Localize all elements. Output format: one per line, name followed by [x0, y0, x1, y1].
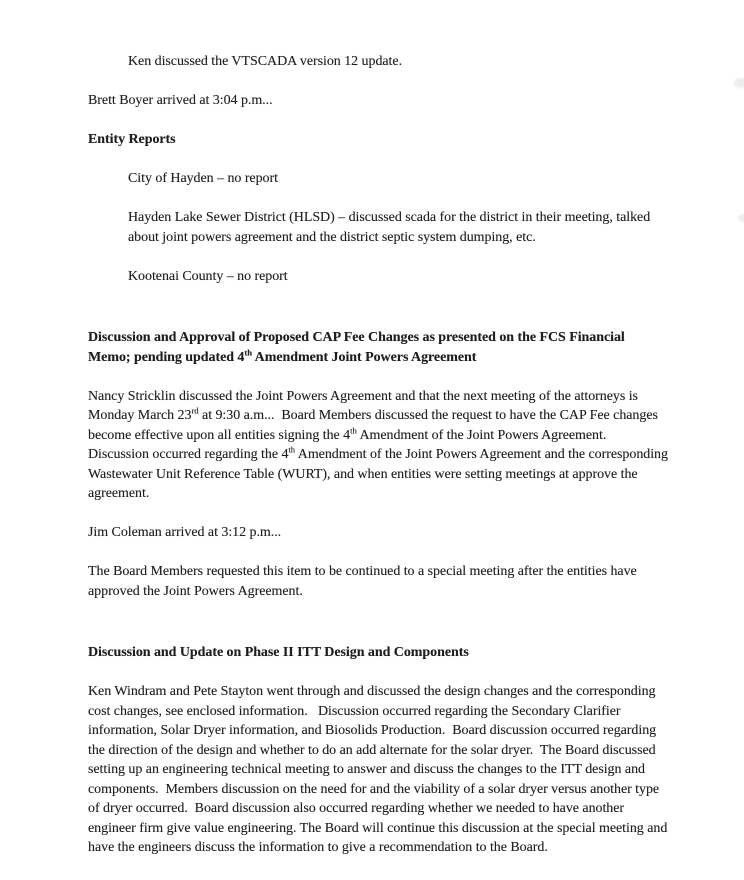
- text-segment: Nancy Stricklin discussed the Joint Powers Agreement and that the next meeting of the attorneys is Monday March 23: [88, 388, 642, 423]
- superscript-text: th: [288, 444, 296, 455]
- section-heading: [88, 328, 670, 367]
- superscript-text: th: [350, 424, 357, 435]
- text-segment: Ken discussed the VTSCADA version 12 update.: [128, 54, 403, 69]
- paragraph: [88, 682, 670, 858]
- text-segment: Hayden Lake Sewer District (HLSD) – discussed scada for the district in their meeting, talked about joint powers agreement and the district septic system dumping, etc.: [128, 210, 654, 245]
- text-segment: Kootenai County – no report: [128, 268, 288, 284]
- scan-smudge: [734, 78, 744, 88]
- paragraph: [128, 208, 670, 247]
- scan-smudge: [738, 214, 744, 222]
- paragraph: [128, 52, 670, 72]
- text-segment: City of Hayden – no report: [128, 171, 278, 186]
- text-segment: Amendment of the Joint Powers Agreement. Discussion occurred regarding the 4: [88, 427, 614, 462]
- text-segment: Amendment of the Joint Powers Agreement and the corresponding Wastewater Unit Reference Table (WURT), and when entities were setting meetings at approve the agreement.: [88, 447, 672, 501]
- text-segment: Discussion and Approval of Proposed CAP Fee Changes as presented on the FCS Financial Memo; pending updated 4: [88, 330, 629, 365]
- text-segment: at 9:30 a.m... Board Members discussed the request to have the CAP Fee changes become effective upon all entities signing the 4: [88, 408, 662, 443]
- text-segment: Brett Boyer arrived at 3:04 p.m...: [88, 93, 273, 108]
- text-segment: Amendment Joint Powers Agreement: [252, 349, 477, 365]
- paragraph: [88, 387, 670, 504]
- text-segment: Discussion and Update on Phase II ITT Design and Components: [88, 645, 469, 660]
- text-segment: Ken Windram and Pete Stayton went through and discussed the design changes and the corresponding cost changes, see enclosed information. Discussion occurred regarding the Secondary Clarifier information, Solar Dryer information, and Biosolids Production. Board discussion occurred regarding the direction of the design and whether to do an add alternate for the solar dryer. The Board discussed setting up an engineering technical meeting to answer and discuss the changes to the ITT design and components. Members discussion on the need for and the viability of a solar dryer versus another type of dryer occurred. Board discussion also occurred regarding whether we needed to have another engineer firm give value engineering. The Board will continue this discussion at the special meeting and have the engineers discuss the information to give a recommendation to the Board.: [88, 684, 671, 855]
- superscript-text: th: [244, 346, 252, 357]
- section-heading: [88, 643, 670, 663]
- paragraph: [88, 523, 670, 543]
- section-heading: [88, 130, 670, 150]
- paragraph: [88, 91, 670, 111]
- text-segment: Entity Reports: [88, 132, 176, 147]
- paragraph: [88, 562, 670, 601]
- paragraph: [128, 267, 670, 287]
- text-segment: The Board Members requested this item to be continued to a special meeting after the entities have approved the Joint Powers Agreement.: [88, 564, 641, 599]
- text-segment: Jim Coleman arrived at 3:12 p.m...: [88, 525, 282, 540]
- document-body: [88, 52, 670, 858]
- paragraph: [128, 169, 670, 189]
- superscript-text: rd: [191, 405, 199, 416]
